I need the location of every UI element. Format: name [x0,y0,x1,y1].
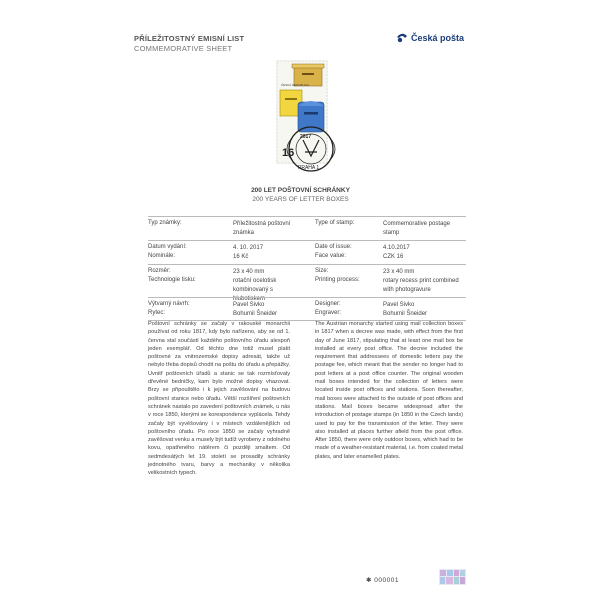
date-value-cz: 4. 10. 2017 [233,245,264,251]
engraver-value-en: Bohumil Šneider [383,311,428,317]
tech-label-cz: Technologie tisku: [148,277,196,283]
type-label-en: Type of stamp: [315,220,355,226]
stamp-country-text: ČESKÁ REPUBLIKA [281,83,309,87]
description-text-en: The Austrian monarchy started using mail collection boxes in 1817 when a decree was made, with effect from the first day of June 1817, stipulating that at least one mail box be installed at every post office. The decree included the requirement that addressees of domestic letters pay the postage fee, which meant that the sender no longer had to post letters at a post office counter. The original wooden mail boxes intended for the collection of letters were located inside post offices and stations. Soon thereafter, mail boxes were attached to the outside of post offices and stations. Mail boxes became widespread after the introduction of postage stamps (in 1850 in the Czech lands) used to pay for the transmission of the letter. They were also installed at places further afield from the post office. After 1850, there were only outdoor boxes, which had to be made of a weather-resistant material, i.e. from coated metal plates, and later enamelled plates. [315,321,463,460]
commemorative-sheet [128,12,473,592]
postmark-year-text: 2017 [300,134,312,140]
face-label-en: Face value: [315,253,347,259]
ceska-posta-logo [396,32,464,43]
face-value-en: CZK 16 [383,254,404,260]
date-label-cz: Datum vydání: [148,244,187,250]
type-value-cz: Příležitostná poštovní známka [233,221,291,236]
face-label-cz: Nominále: [148,253,176,259]
description-text-cz: Poštovní schránky se začaly v rakouské monarchii používat od roku 1817, kdy bylo nařízeno, aby se od 1. června stal součástí každého poštovního úřadu alespoň jeden exemplář. Od těchto dne totiž musel platit poštovné za vnitrozemské dopisy adresát, takže už nebylo třeba dopisů chodit na poštu do úřadu a přepážky. Uvnitř poštovních úřadů a stanic se tak rozmísťovaly dřevěné bedničky, kam bylo možné dopisy vhazovat. Brzy se připouštělo i k jejich zavěšování na budovu poštovní stanice nebo úřadu. Větší rozšíření poštovních schránek nastalo po zavedení poštovních známek, u nás v roce 1850, kterými se korespondence vyplácela. Tehdy začaly být vyvěšovány i v místech vzdálenějších od poštovního úřadu. Po roce 1850 se začaly vyhradně zavěšovat venku a musely být tudíž vyrobeny z odolného kovu, opatřeného nátěrem či později smaltem. Od sedmdesátých let 19. století se prosadily schránky jednotného tvaru, barvy a mechaniky v několika velikostních typech. [148,321,291,477]
size-value-cz: 23 x 40 mm [233,269,265,275]
type-label-cz: Typ známky: [148,220,182,226]
tech-label-en: Printing process: [315,277,360,283]
tech-value-cz: rotační ocelotisk kombinovaný s hlubotiskem [233,278,277,302]
design-label-cz: Výtvarný návrh: [148,301,190,307]
design-label-en: Designer: [315,301,341,307]
date-value-en: 4.10.2017 [383,245,410,251]
security-hologram-icon [439,569,466,585]
issue-title-cz: 200 LET POŠTOVNÍ SCHRÁNKY [251,187,350,194]
brand-name: Česká pošta [411,32,465,43]
size-label-cz: Rozměr: [148,268,171,274]
type-value-en: Commemorative postage stamp [383,221,451,236]
sheet-title-en: COMMEMORATIVE SHEET [134,44,233,53]
serial-number: ✱ 000001 [366,577,399,584]
postmark-city-text: PRAHA 1. [298,165,321,171]
design-value-cz: Pavel Sivko [233,302,265,308]
issue-title-en: 200 YEARS OF LETTER BOXES [252,196,349,203]
size-value-en: 23 x 40 mm [383,269,415,275]
engraver-value-cz: Bohumil Šneider [233,311,278,317]
post-horn-icon [396,32,408,43]
engraver-label-cz: Rytec: [148,310,166,316]
design-value-en: Pavel Sivko [383,302,415,308]
sheet-title-cz: PŘÍLEŽITOSTNÝ EMISNÍ LIST [134,34,245,43]
face-value-cz: 16 Kč [233,254,249,260]
engraver-label-en: Engraver: [315,310,342,316]
postmark-cancellation [278,116,344,182]
tech-value-en: rotary recess print combined with photogravure [383,278,459,293]
stamp-value-text: 16 [282,147,295,159]
date-label-en: Date of issue: [315,244,352,250]
size-label-en: Size: [315,268,329,274]
